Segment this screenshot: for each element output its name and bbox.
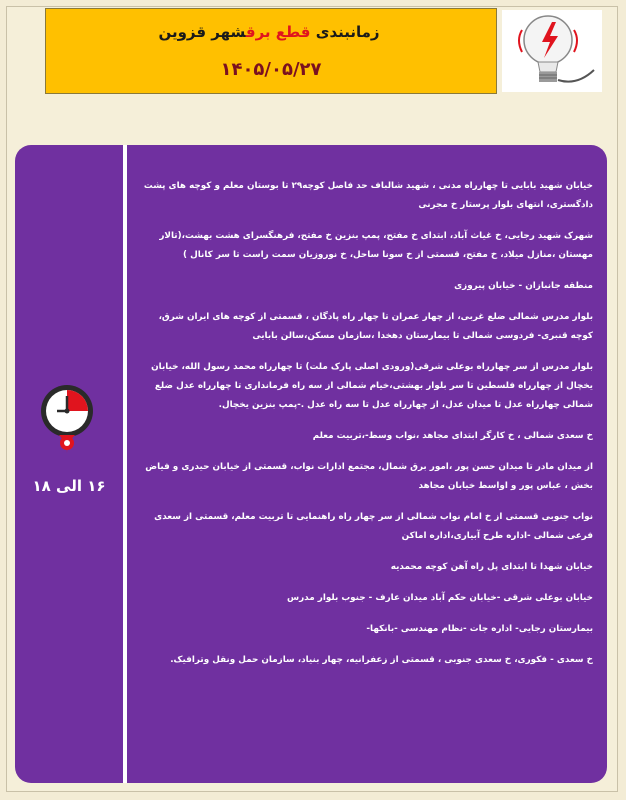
title-highlight: قطع برق (245, 23, 311, 41)
light-bulb-icon (502, 10, 602, 92)
header-banner (45, 8, 497, 94)
schedule-date: ۱۴۰۵/۰۵/۲۷ (220, 59, 322, 80)
outage-panel (15, 145, 607, 783)
area-item: بلوار مدرس از سر چهارراه بوعلی شرقی(ورودی اصلی پارک ملت) تا چهارراه محمد رسول الله، خیابان یخچال از چهارراه فلسطین تا سر بلوار بهشتی،خیام شمالی از سه راه فرمانداری تا چهارراه عدل ضلع شمالی چهارراه عدل تا میدان عدل، از چهارراه عدل تا سه راه عدل .-پمپ بنزین یخچال. (151, 362, 593, 410)
area-item: خ سعدی شمالی ، خ کارگر ابتدای مجاهد ،نواب وسط-،تربیت معلم (312, 431, 593, 441)
area-item: منطقه جانبازان - خیابان پیروزی (454, 281, 593, 291)
area-item: بلوار مدرس شمالی ضلع غربی، از چهار عمران تا چهار راه پادگان ، قسمتی از کوچه های ایران شرق، کوچه قنبری- فردوسی شمالی تا بیمارستان دهخدا ،سازمان مسکن،سالن بابایی (158, 312, 593, 341)
page-title (54, 23, 484, 41)
title-suffix: شهر قزوین (158, 23, 246, 41)
areas-list (141, 177, 593, 682)
area-item: بیمارستان رجایی- اداره جات -نظام مهندسی -بانکها- (366, 624, 593, 634)
area-item: خیابان شهدا تا ابتدای پل راه آهن کوچه محمدیه (390, 562, 593, 572)
area-item: خیابان بوعلی شرقی -خیابان حکم آباد میدان عارف - جنوب بلوار مدرس (286, 593, 593, 603)
area-item: خ سعدی - فکوری، خ سعدی جنوبی ، قسمتی از زعفرانیه، چهار بنیاد، سازمان حمل ونقل وترافیک. (170, 655, 593, 665)
area-item: از میدان مادر تا میدان حسن پور ،امور برق شمال، مجتمع ادارات نواب، قسمتی از خیابان حیدری و فیاض بخش ، عباس پور و اواسط خیابان مجاهد (145, 462, 593, 491)
time-sidebar (15, 145, 127, 783)
clock-location-icon (37, 383, 97, 455)
outage-hours: ۱۶ الی ۱۸ (32, 477, 106, 495)
title-prefix: زمانبندی (310, 23, 380, 41)
area-item: شهرک شهید رجایی، خ غیاث آباد، ابتدای خ مفتح، پمپ بنزین خ مفتح، فرهنگسرای هشت بهشت،(تالار مهستان ،منازل میلاد، خ مفتح، قسمتی از خ سونا ساحل، خ نوروزیان سمت راست تا سر کانال ) (159, 231, 593, 260)
area-item: خیابان شهید بابایی تا چهارراه مدنی ، شهید شالباف حد فاصل کوچه۲۹ تا بوستان معلم و کوچه های پشت دادگستری، انتهای بلوار پرستار خ مجرنی (143, 181, 593, 210)
area-item: نواب جنوبی قسمتی از خ امام نواب شمالی از سر چهار راه راهنمایی تا تربیت معلم، قسمتی از سعدی فرعی شمالی -اداره طرح آبیاری،اداره اماکن (154, 512, 593, 541)
